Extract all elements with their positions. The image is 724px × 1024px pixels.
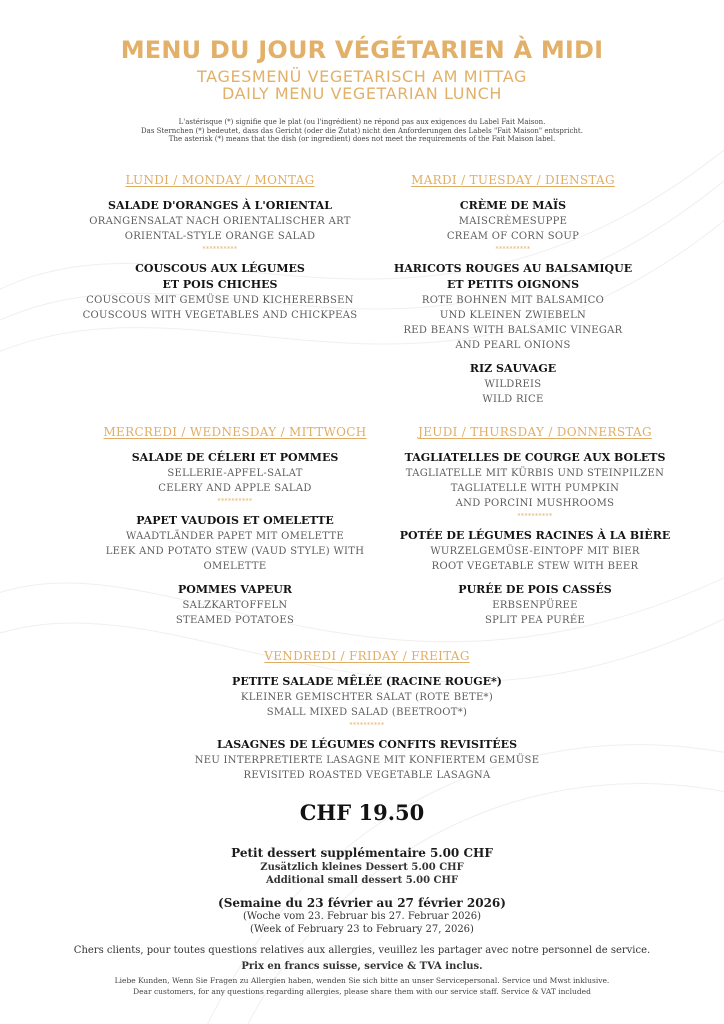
price-note-fr: Prix en francs suisse, service & TVA inclus. [241, 961, 483, 972]
dish-name: HARICOTS ROUGES AU BALSAMIQUE [393, 262, 633, 275]
day-wednesday [80, 425, 390, 628]
day-label-tuesday: MARDI / TUESDAY / DIENSTAG [411, 173, 615, 187]
day-thursday [380, 425, 690, 628]
dish-name: COUSCOUS AUX LÉGUMES [135, 262, 305, 275]
dish-name: PURÉE DE POIS CASSÉS [458, 583, 612, 596]
dish-name: TAGLIATELLES DE COURGE AUX BOLETS [404, 451, 666, 464]
dish-name: LASAGNES DE LÉGUMES CONFITS REVISITÉES [216, 738, 518, 751]
dish-en: TAGLIATELLE WITH PUMPKIN [450, 483, 620, 494]
dish-name: SALADE D'ORANGES À L'ORIENTAL [108, 199, 332, 212]
day-tuesday [353, 173, 673, 407]
dish-en: OMELETTE [203, 561, 267, 572]
dish-de: COUSCOUS MIT GEMÜSE UND KICHERERBSEN [86, 295, 354, 306]
dish-en: SPLIT PEA PURÉE [484, 615, 586, 626]
dish-en: LEEK AND POTATO STEW (VAUD STYLE) WITH [105, 546, 365, 557]
dessert-fr: Petit dessert supplémentaire 5.00 CHF [231, 846, 493, 860]
dish-de: WAADTLÄNDER PAPET MIT OMELETTE [126, 531, 344, 542]
dish-de: NEU INTERPRETIERTE LASAGNE MIT KONFIERTEM GEMÜSE [194, 755, 540, 766]
dish-en: CELERY AND APPLE SALAD [158, 483, 312, 494]
dish-de: TAGLIATELLE MIT KÜRBIS UND STEINPILZEN [405, 468, 665, 479]
menu-price: CHF 19.50 [299, 800, 425, 825]
dish-de: KLEINER GEMISCHTER SALAT (ROTE BETE*) [240, 692, 494, 703]
title-de: TAGESMENÜ VEGETARISCH AM MITTAG [197, 67, 527, 86]
dish-de: UND KLEINEN ZWIEBELN [439, 310, 587, 321]
dish-de: WURZELGEMÜSE-EINTOPF MIT BIER [430, 546, 640, 557]
dish-en: REVISITED ROASTED VEGETABLE LASAGNA [243, 770, 491, 781]
day-label-friday: VENDREDI / FRIDAY / FREITAG [264, 649, 470, 663]
dish-en: ORIENTAL-STYLE ORANGE SALAD [124, 231, 316, 242]
dish-de: SELLERIE-APFEL-SALAT [167, 468, 303, 479]
separator: ********** [349, 722, 385, 729]
dish-en: AND PORCINI MUSHROOMS [455, 498, 615, 509]
note-en: The asterisk (*) means that the dish (or ingredient) does not meet the requirements of the Fait Maison label. [168, 135, 556, 143]
day-label-wednesday: MERCREDI / WEDNESDAY / MITTWOCH [103, 425, 367, 439]
dish-de: SALZKARTOFFELN [182, 600, 288, 611]
dish-de: WILDREIS [484, 379, 542, 390]
dish-en: WILD RICE [482, 394, 544, 405]
dish-en: STEAMED POTATOES [175, 615, 295, 626]
day-label-thursday: JEUDI / THURSDAY / DONNERSTAG [418, 425, 652, 439]
week-de: (Woche vom 23. Februar bis 27. Februar 2026) [242, 911, 482, 922]
dish-en: ROOT VEGETABLE STEW WITH BEER [431, 561, 639, 572]
note-de: Das Sternchen (*) bedeutet, dass das Gericht (oder die Zutat) nicht den Anforderungen des Labels "Fait Maison" entspricht. [141, 126, 583, 135]
dish-de: MAISCRÈMESUPPE [458, 216, 568, 227]
week-fr: (Semaine du 23 février au 27 février 2026) [218, 896, 506, 910]
dish-en: CREAM OF CORN SOUP [446, 231, 580, 242]
allergy-note-fr: Chers clients, pour toutes questions relatives aux allergies, veuillez les partager avec notre personnel de service. [73, 945, 651, 956]
separator: ********** [202, 246, 238, 253]
dish-en: SMALL MIXED SALAD (BEETROOT*) [266, 707, 468, 718]
dish-name: RIZ SAUVAGE [469, 362, 557, 375]
dish-en: COUSCOUS WITH VEGETABLES AND CHICKPEAS [82, 310, 358, 321]
week-en: (Week of February 23 to February 27, 2026) [250, 924, 474, 935]
dessert-de: Zusätzlich kleines Dessert 5.00 CHF [260, 862, 464, 873]
dish-de: ORANGENSALAT NACH ORIENTALISCHER ART [89, 216, 351, 227]
dish-name: ET PETITS OIGNONS [446, 278, 580, 291]
day-monday [60, 173, 380, 323]
dish-name: POTÉE DE LÉGUMES RACINES À LA BIÈRE [399, 529, 671, 542]
allergy-note-en: Dear customers, for any questions regarding allergies, please share them with our service staff. Service & VAT included [133, 987, 591, 996]
dish-name: PETITE SALADE MÊLÉE (RACINE ROUGE*) [232, 675, 502, 688]
dish-name: SALADE DE CÉLERI ET POMMES [131, 451, 339, 464]
dish-en: AND PEARL ONIONS [455, 340, 571, 351]
dish-name: POMMES VAPEUR [178, 583, 292, 596]
dish-de: ERBSENPÜREE [492, 600, 578, 611]
dessert-en: Additional small dessert 5.00 CHF [265, 875, 459, 886]
allergy-note-de: Liebe Kunden, Wenn Sie Fragen zu Allergien haben, wenden Sie sich bitte an unser Servicepersonal. Service und Mwst inklusive. [114, 976, 610, 985]
label-note [0, 118, 724, 144]
dish-de: ROTE BOHNEN MIT BALSAMICO [421, 295, 605, 306]
separator: ********** [495, 246, 531, 253]
dish-name: PAPET VAUDOIS ET OMELETTE [136, 514, 334, 527]
dish-name: ET POIS CHICHES [162, 278, 278, 291]
day-friday [157, 649, 577, 783]
title-en: DAILY MENU VEGETARIAN LUNCH [221, 84, 503, 103]
day-label-monday: LUNDI / MONDAY / MONTAG [125, 173, 315, 187]
separator: ********** [517, 513, 553, 520]
dish-en: RED BEANS WITH BALSAMIC VINEGAR [403, 325, 623, 336]
dish-name: CRÈME DE MAÏS [459, 199, 567, 212]
title-fr: MENU DU JOUR VÉGÉTARIEN À MIDI [120, 36, 604, 64]
separator: ********** [217, 498, 253, 505]
note-fr: L'astérisque (*) signifie que le plat (ou l'ingrédient) ne répond pas aux exigences du Label Fait Maison. [178, 118, 546, 126]
